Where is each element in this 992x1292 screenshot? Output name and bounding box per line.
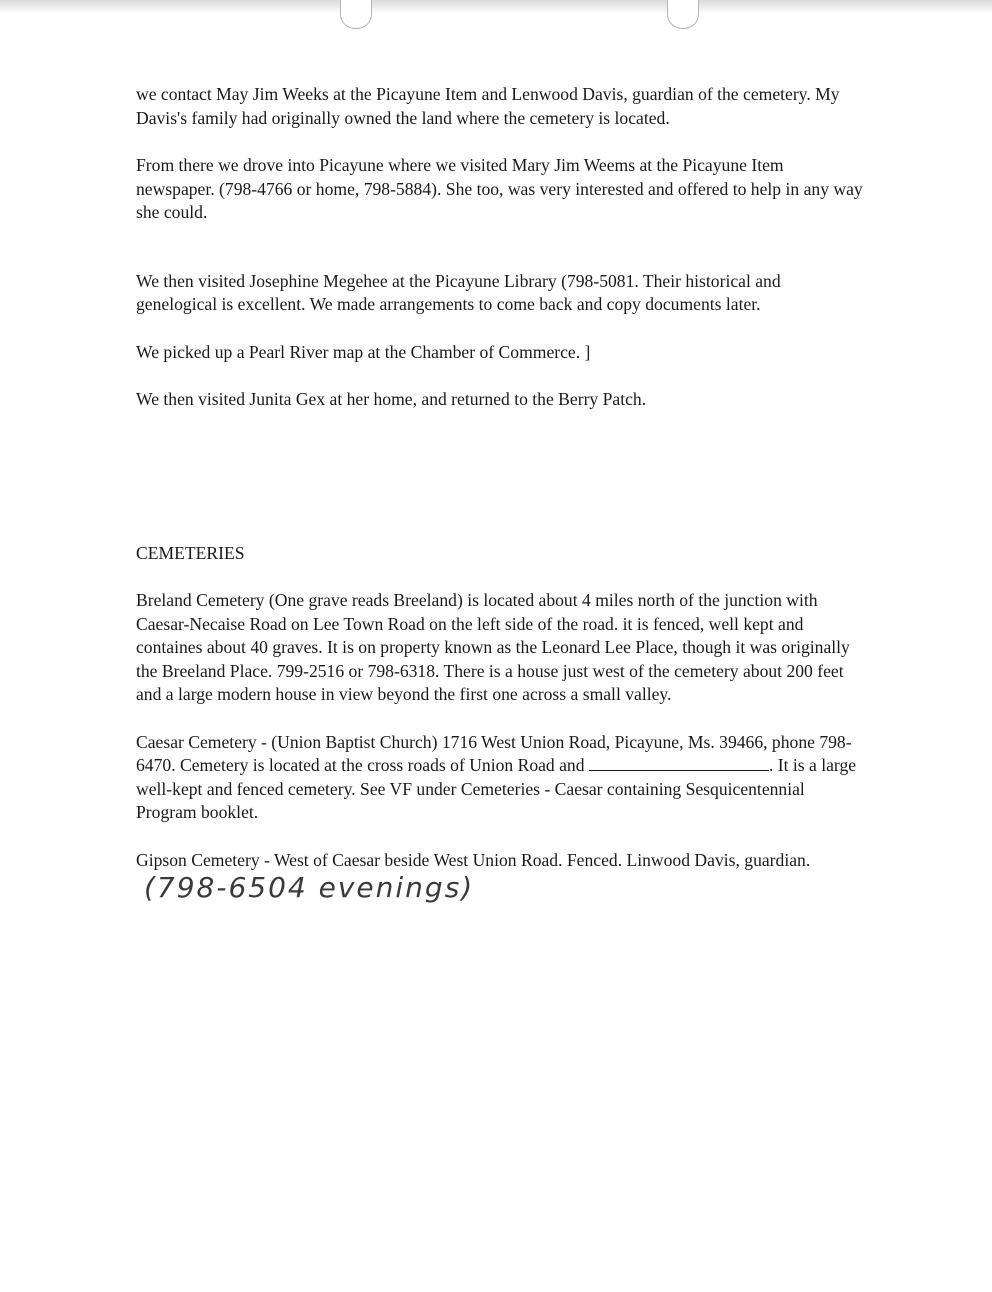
handwritten-phone-note: (798-6504 evenings) — [144, 871, 475, 904]
paragraph-chamber: We picked up a Pearl River map at the Chamber of Commerce. ] — [136, 341, 591, 362]
paragraph-caesar-cemetery — [136, 731, 866, 825]
blank-line — [589, 754, 769, 771]
gipson-text: Gipson Cemetery - West of Caesar beside West Union Road. Fenced. Linwood Davis, guardian. — [136, 849, 811, 870]
section-heading-cemeteries: CEMETERIES — [136, 542, 245, 563]
caesar-text-part1: Caesar Cemetery - (Union Baptist Church) 1716 West Union Road, Picayune, Ms. 39466, phone 798-6470. Cemetery is located at the cross roads of Union Road and — [136, 731, 852, 775]
paragraph-junita-gex: We then visited Junita Gex at her home, and returned to the Berry Patch. — [136, 389, 647, 409]
scan-top-edge — [0, 0, 992, 14]
paragraph-picayune-item: From there we drove into Picayune where we visited Mary Jim Weems at the Picayune Item newspaper. (798-4766 or home, 798-5884). She too, was very interested and offered to help in any way she could. — [136, 155, 863, 222]
paragraph-gipson-cemetery — [136, 849, 866, 904]
caesar-text-part2: . It is a large well-kept and fenced cemetery. See VF under Cemeteries - Caesar containing Sesquicentennial Program booklet. — [136, 755, 857, 822]
paragraph-contacts: we contact May Jim Weeks at the Picayune Item and Lenwood Davis, guardian of the cemetery. My Davis's family had originally owned the land where the cemetery is located. — [136, 84, 840, 128]
document-body — [136, 83, 866, 904]
paragraph-breland-cemetery: Breland Cemetery (One grave reads Breeland) is located about 4 miles north of the junction with Caesar-Necaise Road on Lee Town Road on the left side of the road. it is fenced, well kept and containes about 40 graves. It is on property known as the Leonard Lee Place, though it was originally the Breeland Place. 799-2516 or 798-6318. There is a house just west of the cemetery about 200 feet and a large modern house in view beyond the first one across a small valley. — [136, 590, 850, 704]
paragraph-library: We then visited Josephine Megehee at the Picayune Library (798-5081. Their historical and genelogical is excellent. We made arrangements to come back and copy documents later. — [136, 270, 781, 314]
binder-hole-left — [340, 0, 372, 29]
binder-hole-right — [667, 0, 699, 29]
